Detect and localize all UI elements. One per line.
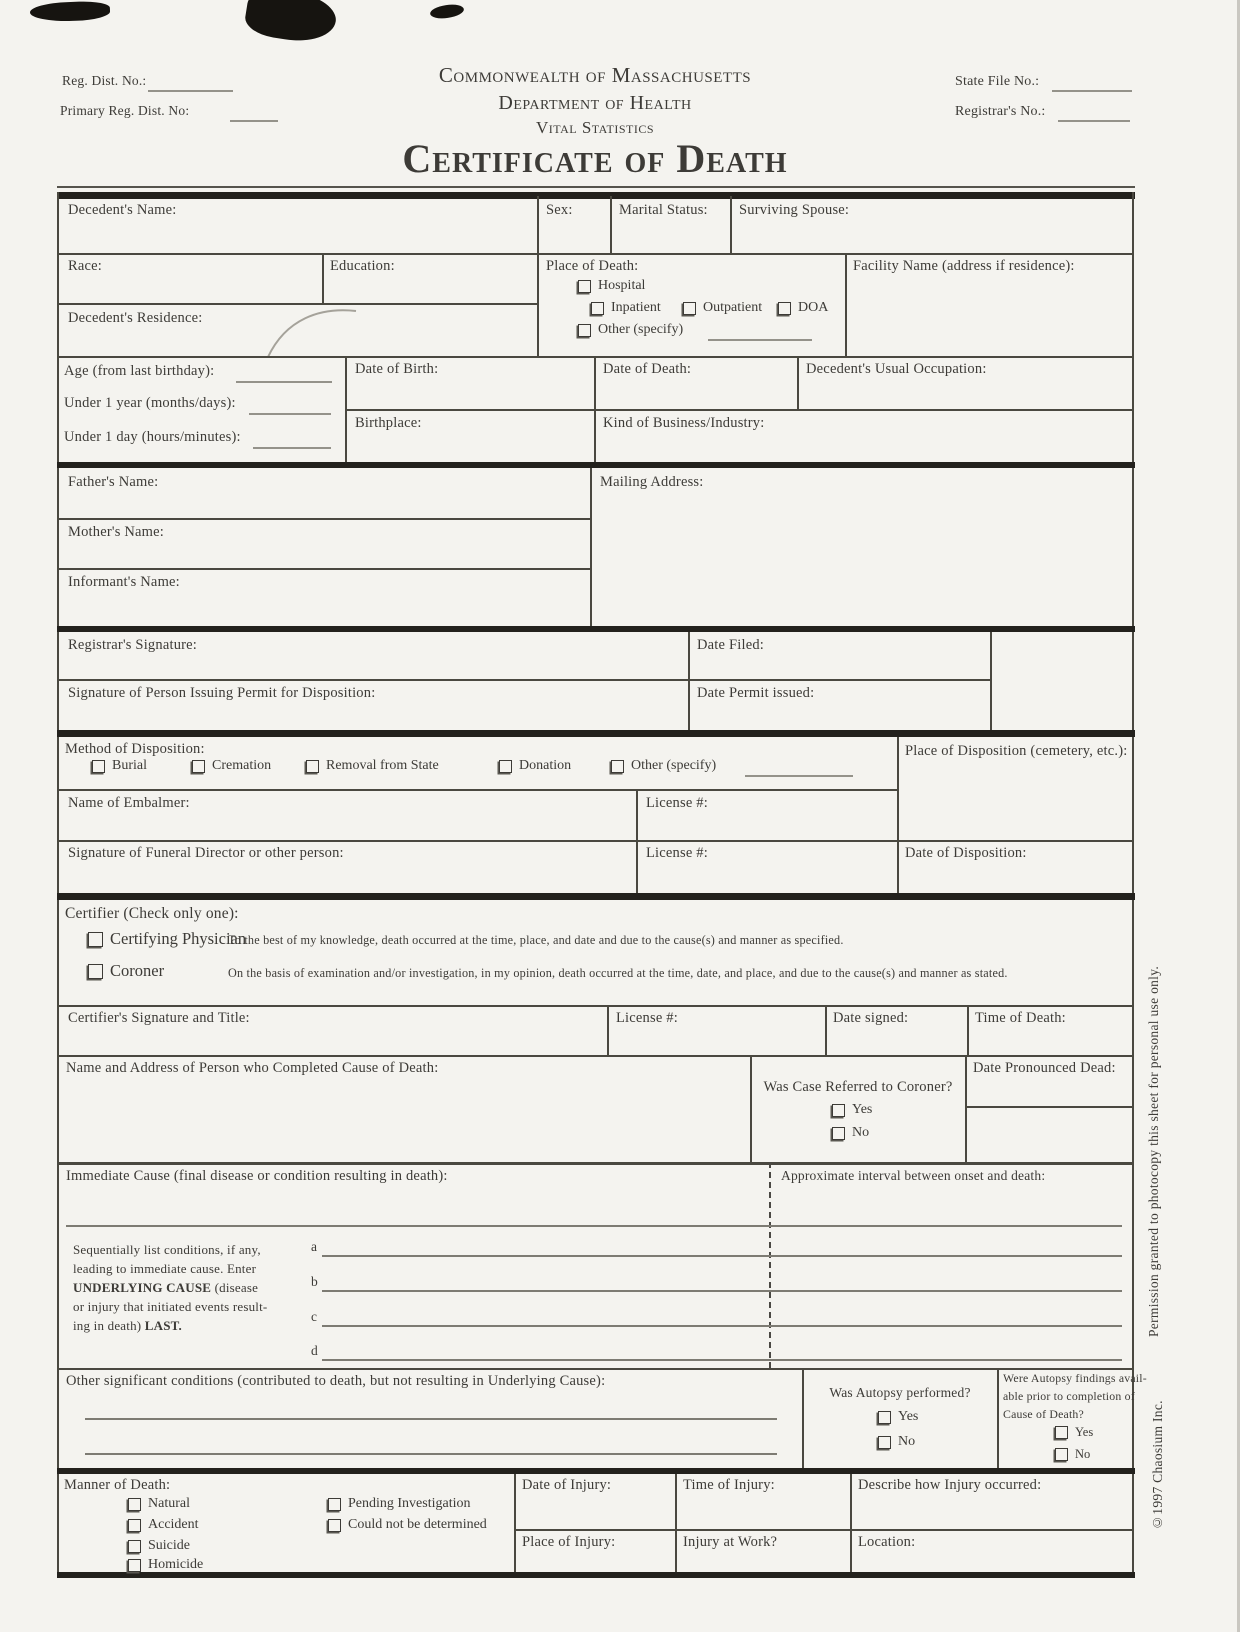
time-of-death-label: Time of Death:: [975, 1010, 1066, 1026]
date-of-injury-label: Date of Injury:: [522, 1477, 612, 1493]
grid-line-h: [57, 518, 590, 520]
grid-line-h: [57, 840, 1133, 842]
referred-to-coroner-label: Was Case Referred to Coroner?: [763, 1079, 953, 1095]
date-of-disposition-label: Date of Disposition:: [905, 845, 1027, 861]
other-conditions-label: Other significant conditions (contributed to death, but not resulting in Underlying Cause):: [66, 1373, 606, 1389]
grid-line-v: [537, 196, 539, 356]
grid-line-v: [997, 1368, 999, 1468]
grid-line-h: [57, 1005, 1133, 1007]
suicide-checkbox[interactable]: [128, 1540, 141, 1553]
pod-other-checkbox[interactable]: [578, 324, 591, 337]
grid-line-v: [802, 1368, 804, 1468]
grid-line-h: [965, 1106, 1133, 1108]
undetermined-checkbox[interactable]: [328, 1519, 341, 1532]
grid-line-v: [897, 737, 899, 893]
cause-line-b-letter: b: [311, 1274, 318, 1289]
scan-artifact: [429, 3, 464, 21]
grid-line-v: [750, 1055, 752, 1162]
primary-reg-dist-write-line[interactable]: [230, 120, 278, 122]
under-day-write-line[interactable]: [253, 447, 331, 449]
facility-label: Facility Name (address if residence):: [853, 258, 1075, 274]
homicide-checkbox[interactable]: [128, 1559, 141, 1572]
certifier-license-label: License #:: [616, 1010, 678, 1026]
autopsy-performed-label: Was Autopsy performed?: [829, 1385, 971, 1400]
referred-no-checkbox[interactable]: [832, 1127, 845, 1140]
autopsy-findings-line3: Cause of Death?: [1003, 1407, 1084, 1421]
registrar-no-write-line[interactable]: [1058, 120, 1130, 122]
grid-line-v: [850, 1474, 852, 1572]
surviving-spouse-label: Surviving Spouse:: [739, 202, 850, 218]
cremation-checkbox-item: [192, 758, 271, 774]
undetermined-label: Could not be determined: [348, 1517, 487, 1532]
hospital-label: Hospital: [598, 278, 646, 293]
grid-line-v: [965, 1055, 967, 1162]
grid-line-h: [57, 568, 590, 570]
suicide-checkbox-item: [128, 1538, 190, 1554]
findings-yes-checkbox-item: [1055, 1425, 1093, 1440]
undetermined-checkbox-item: [328, 1517, 487, 1533]
cause-line-c-letter: c: [311, 1309, 318, 1324]
primary-reg-dist-label: Primary Reg. Dist. No:: [60, 103, 190, 118]
findings-yes-checkbox[interactable]: [1055, 1426, 1068, 1439]
pod-other-checkbox-item: [578, 322, 683, 338]
section-bar: [57, 1468, 1135, 1474]
grid-line-v: [797, 356, 799, 409]
section-bar: [57, 626, 1135, 632]
grid-line-v: [675, 1474, 677, 1572]
coroner-checkbox[interactable]: [88, 964, 103, 979]
hospital-checkbox-item: [578, 278, 645, 294]
date-pronounced-label: Date Pronounced Dead:: [973, 1060, 1116, 1076]
section-bar: [57, 893, 1135, 900]
form-bottom-bar: [57, 1572, 1135, 1578]
date-signed-label: Date signed:: [833, 1010, 909, 1026]
immediate-cause-write-line[interactable]: [66, 1225, 1122, 1227]
funeral-signature-label: Signature of Funeral Director or other person:: [68, 845, 344, 861]
sequential-instructions-line4: or injury that initiated events result-: [73, 1299, 268, 1314]
pending-label: Pending Investigation: [348, 1496, 471, 1511]
cause-line-b-write-line[interactable]: [322, 1290, 1122, 1292]
outpatient-checkbox-item: [683, 300, 762, 316]
grid-line-v: [688, 632, 690, 730]
copyright-note: ©1997 Chaosium Inc.: [1150, 1400, 1165, 1530]
other-conditions-write-line-1[interactable]: [85, 1418, 777, 1420]
other-conditions-write-line-2[interactable]: [85, 1453, 777, 1455]
cause-line-a-write-line[interactable]: [322, 1255, 1122, 1257]
doa-checkbox[interactable]: [778, 302, 791, 315]
place-of-injury-label: Place of Injury:: [522, 1534, 616, 1550]
findings-no-checkbox-item: [1055, 1447, 1090, 1462]
coroner-statement: On the basis of examination and/or investigation, in my opinion, death occurred at the time, date, and place, and due to the cause(s) and manner as stated.: [228, 966, 1008, 980]
page-title: Certificate of Death: [402, 136, 788, 181]
cause-line-d-write-line[interactable]: [322, 1359, 1122, 1361]
burial-label: Burial: [112, 758, 147, 773]
age-write-line[interactable]: [236, 381, 332, 383]
certifier-signature-label: Certifier's Signature and Title:: [68, 1010, 250, 1026]
race-label: Race:: [68, 258, 103, 274]
top-double-rule: [57, 186, 1135, 188]
findings-no-label: No: [1075, 1447, 1091, 1461]
state-file-write-line[interactable]: [1052, 90, 1132, 92]
under-day-label: Under 1 day (hours/minutes):: [64, 429, 241, 445]
removal-checkbox[interactable]: [306, 760, 319, 773]
autopsy-findings-line2: able prior to completion of: [1003, 1389, 1135, 1403]
org-line3: Vital Statistics: [535, 118, 655, 137]
grid-line-h: [57, 1162, 1133, 1165]
grid-line-v: [322, 253, 324, 303]
autopsy-no-checkbox-item: [878, 1434, 915, 1450]
state-file-label: State File No.:: [955, 74, 1040, 89]
age-label: Age (from last birthday):: [64, 363, 215, 379]
autopsy-no-label: No: [898, 1434, 916, 1449]
funeral-license-label: License #:: [646, 845, 708, 861]
place-of-disposition-label: Place of Disposition (cemetery, etc.):: [905, 743, 1128, 759]
autopsy-yes-label: Yes: [898, 1409, 919, 1424]
mother-name-label: Mother's Name:: [68, 524, 165, 540]
interval-label: Approximate interval between onset and death:: [781, 1168, 1046, 1183]
embalmer-label: Name of Embalmer:: [68, 795, 190, 811]
grid-line-v: [590, 468, 592, 626]
pen-mark-artifact: [262, 303, 362, 361]
natural-checkbox-item: [128, 1496, 190, 1512]
suicide-label: Suicide: [148, 1538, 190, 1553]
referred-no-checkbox-item: [832, 1125, 869, 1141]
scan-artifact: [243, 0, 339, 47]
seq-line3-rest: (disease: [211, 1280, 259, 1295]
disposition-other-label: Other (specify): [631, 758, 717, 773]
father-name-label: Father's Name:: [68, 474, 159, 490]
outpatient-label: Outpatient: [703, 300, 763, 315]
permit-signature-label: Signature of Person Issuing Permit for Disposition:: [68, 685, 376, 701]
donation-checkbox-item: [499, 758, 571, 774]
hospital-checkbox[interactable]: [578, 280, 591, 293]
pending-checkbox-item: [328, 1496, 471, 1512]
informant-name-label: Informant's Name:: [68, 574, 180, 590]
inpatient-label: Inpatient: [611, 300, 661, 315]
interval-divider-dashed-line: [769, 1162, 771, 1368]
grid-line-h: [57, 789, 897, 791]
referred-yes-label: Yes: [852, 1102, 873, 1117]
grid-line-h: [57, 679, 990, 681]
decedent-name-label: Decedent's Name:: [68, 202, 177, 218]
findings-no-checkbox[interactable]: [1055, 1448, 1068, 1461]
donation-checkbox[interactable]: [499, 760, 512, 773]
referred-yes-checkbox[interactable]: [832, 1104, 845, 1117]
completer-label: Name and Address of Person who Completed Cause of Death:: [66, 1060, 439, 1076]
mailing-address-label: Mailing Address:: [600, 474, 704, 490]
disposition-other-write-line[interactable]: [745, 775, 853, 777]
doa-label: DOA: [798, 300, 829, 315]
section-bar: [57, 730, 1135, 737]
removal-label: Removal from State: [326, 758, 439, 773]
homicide-checkbox-item: [128, 1557, 203, 1573]
describe-injury-label: Describe how Injury occurred:: [858, 1477, 1042, 1493]
time-of-injury-label: Time of Injury:: [683, 1477, 775, 1493]
sequential-instructions-line3: [73, 1281, 258, 1295]
date-filed-label: Date Filed:: [697, 637, 765, 653]
cause-line-d-letter: d: [311, 1343, 318, 1358]
inpatient-checkbox-item: [591, 300, 661, 316]
grid-line-h: [345, 409, 1133, 411]
doa-checkbox-item: [778, 300, 828, 316]
disposition-other-checkbox[interactable]: [611, 760, 624, 773]
coroner-label: Coroner: [110, 961, 165, 980]
autopsy-yes-checkbox-item: [878, 1409, 918, 1425]
dod-label: Date of Death:: [603, 361, 692, 377]
reg-dist-write-line[interactable]: [148, 90, 233, 92]
grid-line-h: [57, 1368, 1133, 1370]
embalmer-license-label: License #:: [646, 795, 708, 811]
accident-label: Accident: [148, 1517, 199, 1532]
certifier-heading: Certifier (Check only one):: [65, 905, 239, 922]
referred-no-label: No: [852, 1125, 870, 1140]
immediate-cause-label: Immediate Cause (final disease or condition resulting in death):: [66, 1168, 448, 1184]
grid-line-h: [57, 1055, 1133, 1057]
industry-label: Kind of Business/Industry:: [603, 415, 765, 431]
registrar-signature-label: Registrar's Signature:: [68, 637, 198, 653]
autopsy-findings-line1: Were Autopsy findings avail-: [1003, 1371, 1147, 1385]
underlying-cause-bold: UNDERLYING CAUSE: [73, 1280, 212, 1295]
photocopy-permission-note: Permission granted to photocopy this sheet for personal use only.: [1146, 965, 1161, 1337]
pod-other-write-line[interactable]: [708, 339, 812, 341]
marital-status-label: Marital Status:: [619, 202, 708, 218]
cremation-checkbox[interactable]: [192, 760, 205, 773]
dob-label: Date of Birth:: [355, 361, 439, 377]
accident-checkbox[interactable]: [128, 1519, 141, 1532]
coroner-checkbox-item: [88, 961, 164, 981]
certifying-physician-label: Certifying Physician: [110, 929, 247, 948]
grid-line-h: [57, 303, 537, 305]
seq-line5-pre: ing in death): [73, 1318, 145, 1333]
injury-at-work-label: Injury at Work?: [683, 1534, 778, 1550]
outpatient-checkbox[interactable]: [683, 302, 696, 315]
grid-line-v: [825, 1005, 827, 1055]
registrar-no-label: Registrar's No.:: [955, 104, 1046, 119]
grid-line-v: [967, 1005, 969, 1055]
section-bar: [57, 462, 1135, 468]
location-label: Location:: [858, 1534, 916, 1550]
accident-checkbox-item: [128, 1517, 199, 1533]
removal-checkbox-item: [306, 758, 439, 774]
certifying-physician-checkbox[interactable]: [88, 932, 103, 947]
autopsy-yes-checkbox[interactable]: [878, 1411, 891, 1424]
grid-line-v: [730, 196, 732, 253]
last-bold: LAST.: [144, 1318, 183, 1333]
sequential-instructions-line1: Sequentially list conditions, if any,: [73, 1242, 261, 1257]
autopsy-no-checkbox[interactable]: [878, 1436, 891, 1449]
org-line1: Commonwealth of Massachusetts: [438, 63, 752, 87]
under-year-label: Under 1 year (months/days):: [64, 395, 236, 411]
grid-line-h: [57, 253, 1133, 255]
sequential-instructions-line5: [73, 1319, 182, 1333]
occupation-label: Decedent's Usual Occupation:: [806, 361, 987, 377]
natural-checkbox[interactable]: [128, 1498, 141, 1511]
referred-yes-checkbox-item: [832, 1102, 872, 1118]
grid-line-v: [514, 1474, 516, 1572]
grid-line-v: [610, 196, 612, 253]
education-label: Education:: [330, 258, 395, 274]
sequential-instructions-line2: leading to immediate cause. Enter: [73, 1261, 257, 1276]
findings-yes-label: Yes: [1075, 1425, 1094, 1439]
scan-artifact: [30, 1, 111, 23]
org-line2: Department of Health: [498, 92, 692, 114]
pod-other-label: Other (specify): [598, 322, 684, 337]
donation-label: Donation: [519, 758, 572, 773]
certifying-physician-checkbox-item: [88, 929, 246, 949]
grid-line-h: [514, 1529, 1133, 1531]
form-left-border: [57, 192, 59, 1578]
homicide-label: Homicide: [148, 1557, 204, 1572]
manner-of-death-label: Manner of Death:: [64, 1477, 171, 1493]
sex-label: Sex:: [546, 202, 573, 218]
grid-line-v: [845, 253, 847, 356]
place-of-death-label: Place of Death:: [546, 258, 639, 274]
physician-statement: To the best of my knowledge, death occurred at the time, place, and date and due to the cause(s) and manner as specified.: [228, 933, 844, 947]
natural-label: Natural: [148, 1496, 190, 1511]
cremation-label: Cremation: [212, 758, 272, 773]
disposition-other-checkbox-item: [611, 758, 716, 774]
residence-label: Decedent's Residence:: [68, 310, 203, 326]
pending-checkbox[interactable]: [328, 1498, 341, 1511]
burial-checkbox-item: [92, 758, 147, 774]
inpatient-checkbox[interactable]: [591, 302, 604, 315]
burial-checkbox[interactable]: [92, 760, 105, 773]
grid-line-v: [607, 1005, 609, 1055]
grid-line-v: [990, 632, 992, 730]
cause-line-a-letter: a: [311, 1239, 318, 1254]
method-of-disposition-label: Method of Disposition:: [65, 741, 205, 757]
cause-line-c-write-line[interactable]: [322, 1325, 1122, 1327]
section-bar: [57, 192, 1135, 199]
reg-dist-label: Reg. Dist. No.:: [62, 73, 147, 88]
under-year-write-line[interactable]: [249, 413, 331, 415]
birthplace-label: Birthplace:: [355, 415, 422, 431]
date-permit-label: Date Permit issued:: [697, 685, 815, 701]
